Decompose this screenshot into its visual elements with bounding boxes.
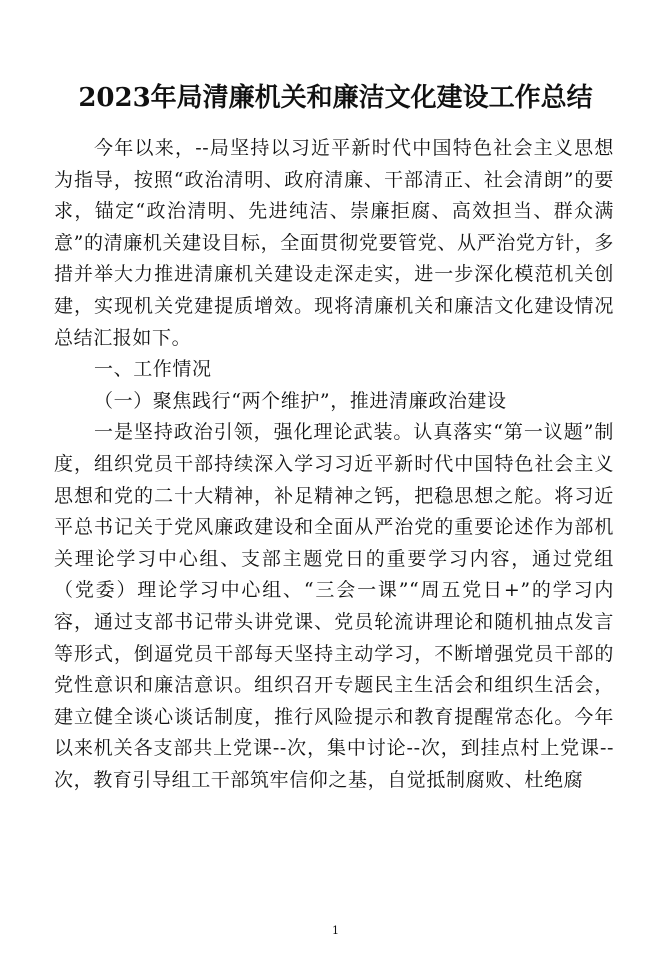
intro-paragraph: 今年以来，--局坚持以习近平新时代中国特色社会主义思想为指导，按照“政治清明、政府清廉、干部清正、社会清朗”的要求，锚定“政治清明、先进纯洁、崇廉拒腐、高效担当、群众满意”的清廉机关建设目标，全面贯彻党要管党、从严治党方针，多措并举大力推进清廉机关建设走深走实，进一步深化模范机关创建，实现机关党建提质增效。现将清廉机关和廉洁文化建设情况总结汇报如下。 <box>54 137 614 349</box>
document-title: 2023年局清廉机关和廉洁文化建设工作总结 <box>78 83 593 113</box>
document-body <box>54 133 614 796</box>
section-heading: 一、工作情况 <box>94 358 212 381</box>
subsection-heading: （一）聚焦践行“两个维护”，推进清廉政治建设 <box>94 389 507 412</box>
body-paragraph: 一是坚持政治引领，强化理论武装。认真落实“第一议题”制度，组织党员干部持续深入学习习近平新时代中国特色社会主义思想和党的二十大精神，补足精神之钙，把稳思想之舵。将习近平总书记关于党风廉政建设和全面从严治党的重要论述作为部机关理论学习中心组、支部主题党日的重要学习内容，通过党组（党委）理论学习中心组、“三会一课”“周五党日+”的学习内容，通过支部书记带头讲党课、党员轮流讲理论和随机抽点发言等形式，倒逼党员干部每天坚持主动学习，不断增强党员干部的党性意识和廉洁意识。组织召开专题民主生活会和组织生活会，建立健全谈心谈话制度，推行风险提示和教育提醒常态化。今年以来机关各支部共上党课--次，集中讨论--次，到挂点村上党课--次，教育引导组工干部筑牢信仰之基，自觉抵制腐败、杜绝腐 <box>54 421 614 791</box>
page-number: 1 <box>332 924 339 937</box>
